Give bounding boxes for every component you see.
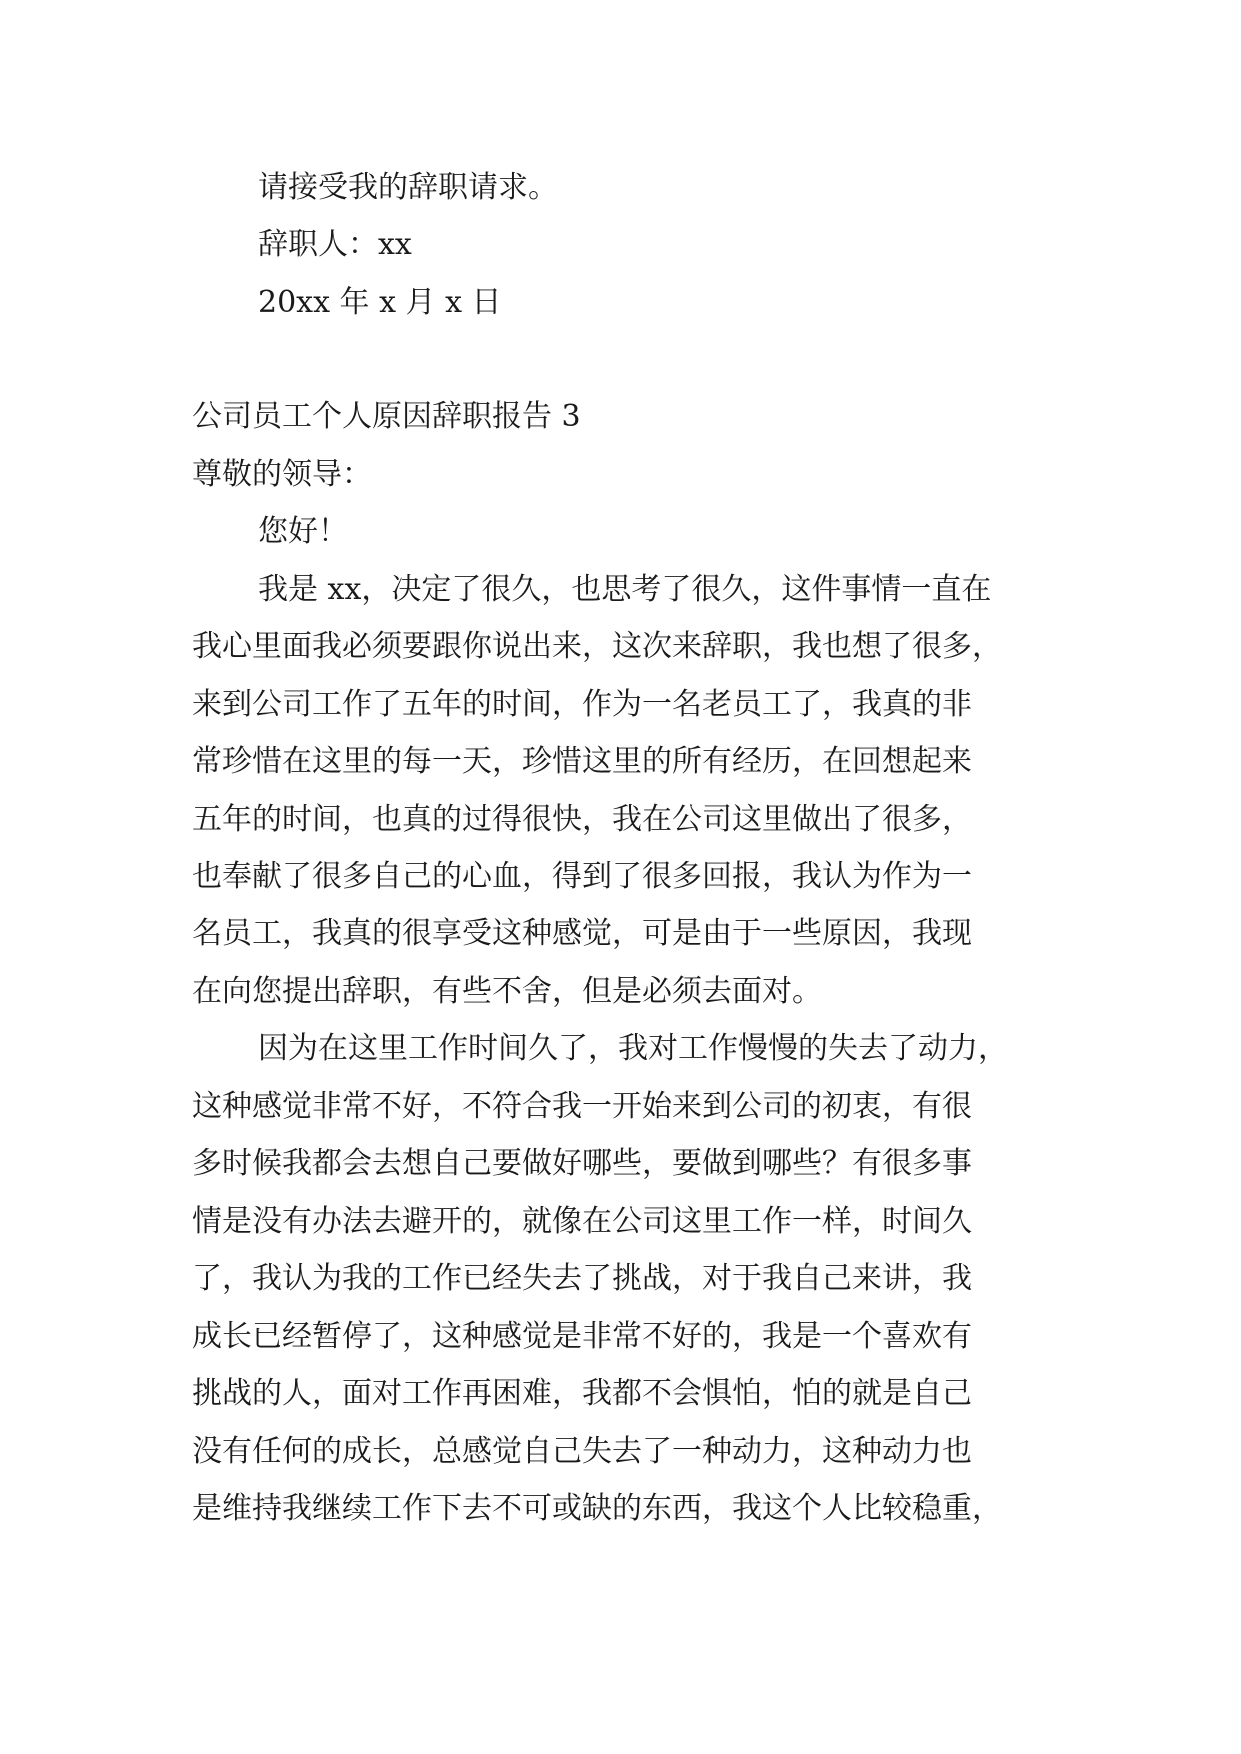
paragraph1-line: 来到公司工作了五年的时间，作为一名老员工了，我真的非 [192,687,972,722]
report-title: 公司员工个人原因辞职报告 3 [192,399,581,434]
paragraph2-line: 因为在这里工作时间久了，我对工作慢慢的失去了动力， [258,1031,1008,1066]
paragraph1-line: 名员工，我真的很享受这种感觉，可是由于一些原因，我现 [192,916,972,951]
closing-date: 20xx 年 x 月 x 日 [258,285,502,320]
paragraph2-line: 了，我认为我的工作已经失去了挑战，对于我自己来讲，我 [192,1261,972,1296]
greeting: 您好！ [258,514,348,549]
paragraph2-line: 这种感觉非常不好，不符合我一开始来到公司的初衷，有很 [192,1089,972,1124]
paragraph1-line: 在向您提出辞职，有些不舍，但是必须去面对。 [192,974,822,1009]
paragraph1-line: 我心里面我必须要跟你说出来，这次来辞职，我也想了很多， [192,629,1002,664]
paragraph1-line: 我是 xx，决定了很久，也思考了很久，这件事情一直在 [258,572,992,607]
paragraph2-line: 多时候我都会去想自己要做好哪些，要做到哪些？有很多事 [192,1146,972,1181]
paragraph2-line: 情是没有办法去避开的，就像在公司这里工作一样，时间久 [192,1204,972,1239]
paragraph1-line: 常珍惜在这里的每一天，珍惜这里的所有经历，在回想起来 [192,744,972,779]
paragraph1-line: 也奉献了很多自己的心血，得到了很多回报，我认为作为一 [192,859,972,894]
paragraph2-line: 没有任何的成长，总感觉自己失去了一种动力，这种动力也 [192,1434,972,1469]
paragraph2-line: 是维持我继续工作下去不可或缺的东西，我这个人比较稳重， [192,1491,1002,1526]
salutation: 尊敬的领导： [192,457,372,492]
paragraph2-line: 挑战的人，面对工作再困难，我都不会惧怕，怕的就是自己 [192,1376,972,1411]
closing-signer: 辞职人：xx [258,227,412,262]
paragraph1-line: 五年的时间，也真的过得很快，我在公司这里做出了很多， [192,802,972,837]
paragraph2-line: 成长已经暂停了，这种感觉是非常不好的，我是一个喜欢有 [192,1319,972,1354]
closing-request: 请接受我的辞职请求。 [258,170,558,205]
